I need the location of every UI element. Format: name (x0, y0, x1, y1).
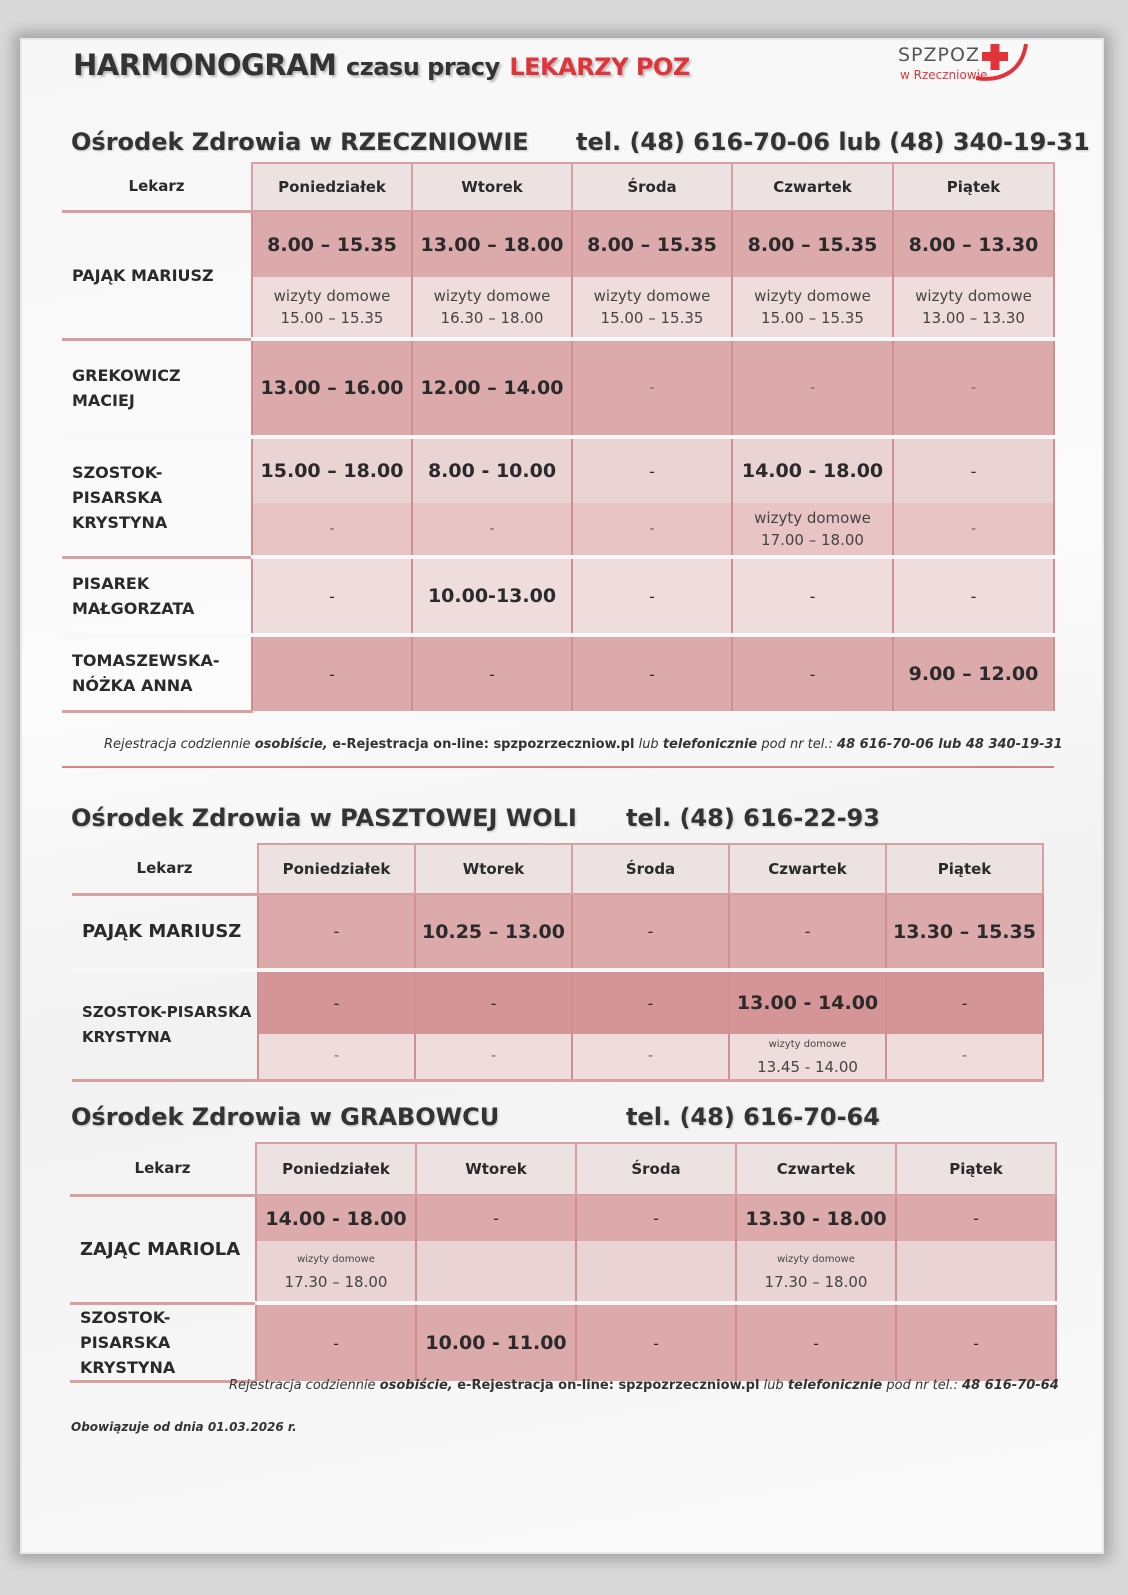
home-visit-cell: - (412, 503, 572, 557)
hours-cell: - (732, 557, 893, 635)
hours-cell: 10.25 – 13.00 (415, 894, 572, 970)
schedule-table-grabowiec (70, 1142, 1057, 1383)
home-visit-cell (416, 1241, 576, 1303)
col-header-tuesday: Wtorek (416, 1143, 576, 1195)
doctor-name: SZOSTOK-PISARSKA KRYSTYNA (62, 437, 252, 557)
section-grabowiec-title: Ośrodek Zdrowia w GRABOWCU (71, 1103, 500, 1131)
hours-cell: 12.00 – 14.00 (412, 339, 572, 437)
hours-cell: 13.00 - 14.00 (729, 970, 886, 1034)
hours-cell: 13.30 - 18.00 (736, 1195, 896, 1241)
hours-cell: 10.00-13.00 (412, 557, 572, 635)
col-header-monday: Poniedziałek (256, 1143, 416, 1195)
col-header-thursday: Czwartek (736, 1143, 896, 1195)
home-visit-cell: wizyty domowe 16.30 – 18.00 (412, 277, 572, 339)
hours-cell: - (252, 635, 412, 711)
registration-info-rzeczniow: Rejestracja codziennie osobiście, e-Rejestracja on-line: spzpozrzeczniow.pl lub telefonicznie pod nr tel.: 48 616-70-06 lub 48 340-19-31 (104, 737, 1063, 752)
col-header-friday: Piątek (893, 163, 1054, 211)
hours-cell: 15.00 – 18.00 (252, 437, 412, 503)
home-visit-cell: wizyty domowe 13.45 - 14.00 (729, 1034, 886, 1080)
hours-cell: - (886, 970, 1043, 1034)
hours-cell: 8.00 – 15.35 (252, 211, 412, 277)
hours-cell: 13.00 – 16.00 (252, 339, 412, 437)
hours-cell: 8.00 – 15.35 (572, 211, 732, 277)
home-visit-cell: wizyty domowe 15.00 – 15.35 (572, 277, 732, 339)
doctor-name: PAJĄK MARIUSZ (72, 894, 258, 970)
hours-cell: - (732, 635, 893, 711)
doctor-name: PAJĄK MARIUSZ (62, 211, 252, 339)
section-rzeczniow-phone: tel. (48) 616-70-06 lub (48) 340-19-31 (576, 128, 1090, 156)
doctor-name: TOMASZEWSKA- NÓŻKA ANNA (62, 635, 252, 711)
home-visit-cell: - (258, 1034, 415, 1080)
hours-cell: - (572, 894, 729, 970)
hours-cell: - (256, 1303, 416, 1381)
col-header-friday: Piątek (886, 844, 1043, 894)
home-visit-cell: - (886, 1034, 1043, 1080)
hours-cell: - (572, 635, 732, 711)
home-visit-cell: wizyty domowe 15.00 – 15.35 (252, 277, 412, 339)
col-header-wednesday: Środa (572, 163, 732, 211)
hours-cell: - (252, 557, 412, 635)
col-header-doctor: Lekarz (72, 844, 258, 894)
home-visit-cell: - (572, 1034, 729, 1080)
col-header-wednesday: Środa (576, 1143, 736, 1195)
section-pasztowa-wola-title: Ośrodek Zdrowia w PASZTOWEJ WOLI (71, 804, 577, 832)
home-visit-cell: - (415, 1034, 572, 1080)
col-header-tuesday: Wtorek (412, 163, 572, 211)
col-header-thursday: Czwartek (729, 844, 886, 894)
home-visit-cell: - (893, 503, 1054, 557)
hours-cell: - (258, 894, 415, 970)
hours-cell: - (416, 1195, 576, 1241)
valid-from-note: Obowiązuje od dnia 01.03.2026 r. (71, 1420, 297, 1434)
col-header-friday: Piątek (896, 1143, 1056, 1195)
col-header-monday: Poniedziałek (252, 163, 412, 211)
hours-cell: - (412, 635, 572, 711)
col-header-wednesday: Środa (572, 844, 729, 894)
hours-cell: 14.00 - 18.00 (732, 437, 893, 503)
divider (62, 766, 1054, 768)
home-visit-cell: wizyty domowe 13.00 – 13.30 (893, 277, 1054, 339)
home-visit-cell: wizyty domowe 15.00 – 15.35 (732, 277, 893, 339)
page-title: HARMONOGRAM czasu pracy LEKARZY POZ (73, 48, 690, 82)
hours-cell: 13.00 – 18.00 (412, 211, 572, 277)
col-header-doctor: Lekarz (70, 1143, 256, 1195)
section-grabowiec-phone: tel. (48) 616-70-64 (626, 1103, 880, 1131)
hours-cell: - (576, 1195, 736, 1241)
col-header-thursday: Czwartek (732, 163, 893, 211)
hours-cell: - (732, 339, 893, 437)
col-header-doctor: Lekarz (62, 163, 252, 211)
hours-cell: - (893, 437, 1054, 503)
schedule-table-pasztowa-wola (72, 843, 1044, 1082)
home-visit-cell: - (572, 503, 732, 557)
col-header-tuesday: Wtorek (415, 844, 572, 894)
logo: SPZPOZ w Rzeczniowie (898, 40, 1048, 90)
hours-cell: 9.00 – 12.00 (893, 635, 1054, 711)
hours-cell: - (415, 970, 572, 1034)
hours-cell: 13.30 – 15.35 (886, 894, 1043, 970)
home-visit-cell: wizyty domowe 17.30 – 18.00 (736, 1241, 896, 1303)
hours-cell: - (729, 894, 886, 970)
hours-cell: - (572, 557, 732, 635)
hours-cell: 10.00 - 11.00 (416, 1303, 576, 1381)
hours-cell: 14.00 - 18.00 (256, 1195, 416, 1241)
registration-info-grabowiec: Rejestracja codziennie osobiście, e-Rejestracja on-line: spzpozrzeczniow.pl lub telefonicznie pod nr tel.: 48 616-70-64 (229, 1378, 1059, 1393)
home-visit-cell: wizyty domowe 17.00 – 18.00 (732, 503, 893, 557)
hours-cell: - (736, 1303, 896, 1381)
doctor-name: GREKOWICZ MACIEJ (62, 339, 252, 437)
doctor-name: ZAJĄC MARIOLA (70, 1195, 256, 1303)
hours-cell: - (572, 437, 732, 503)
col-header-monday: Poniedziałek (258, 844, 415, 894)
hours-cell: - (576, 1303, 736, 1381)
home-visit-cell (896, 1241, 1056, 1303)
doctor-name: SZOSTOK-PISARSKA KRYSTYNA (70, 1303, 256, 1381)
section-rzeczniow-title: Ośrodek Zdrowia w RZECZNIOWIE (71, 128, 529, 156)
hours-cell: - (572, 339, 732, 437)
hours-cell: - (258, 970, 415, 1034)
section-pasztowa-wola-phone: tel. (48) 616-22-93 (626, 804, 880, 832)
home-visit-cell (576, 1241, 736, 1303)
hours-cell: - (896, 1303, 1056, 1381)
red-cross-icon (970, 38, 1032, 84)
hours-cell: 8.00 – 15.35 (732, 211, 893, 277)
hours-cell: 8.00 - 10.00 (412, 437, 572, 503)
doctor-name: PISAREK MAŁGORZATA (62, 557, 252, 635)
hours-cell: - (896, 1195, 1056, 1241)
hours-cell: - (572, 970, 729, 1034)
doctor-name: SZOSTOK-PISARSKA KRYSTYNA (72, 970, 258, 1080)
home-visit-cell: - (252, 503, 412, 557)
hours-cell: - (893, 557, 1054, 635)
hours-cell: - (893, 339, 1054, 437)
hours-cell: 8.00 – 13.30 (893, 211, 1054, 277)
home-visit-cell: wizyty domowe 17.30 – 18.00 (256, 1241, 416, 1303)
schedule-table-rzeczniow (62, 162, 1055, 713)
